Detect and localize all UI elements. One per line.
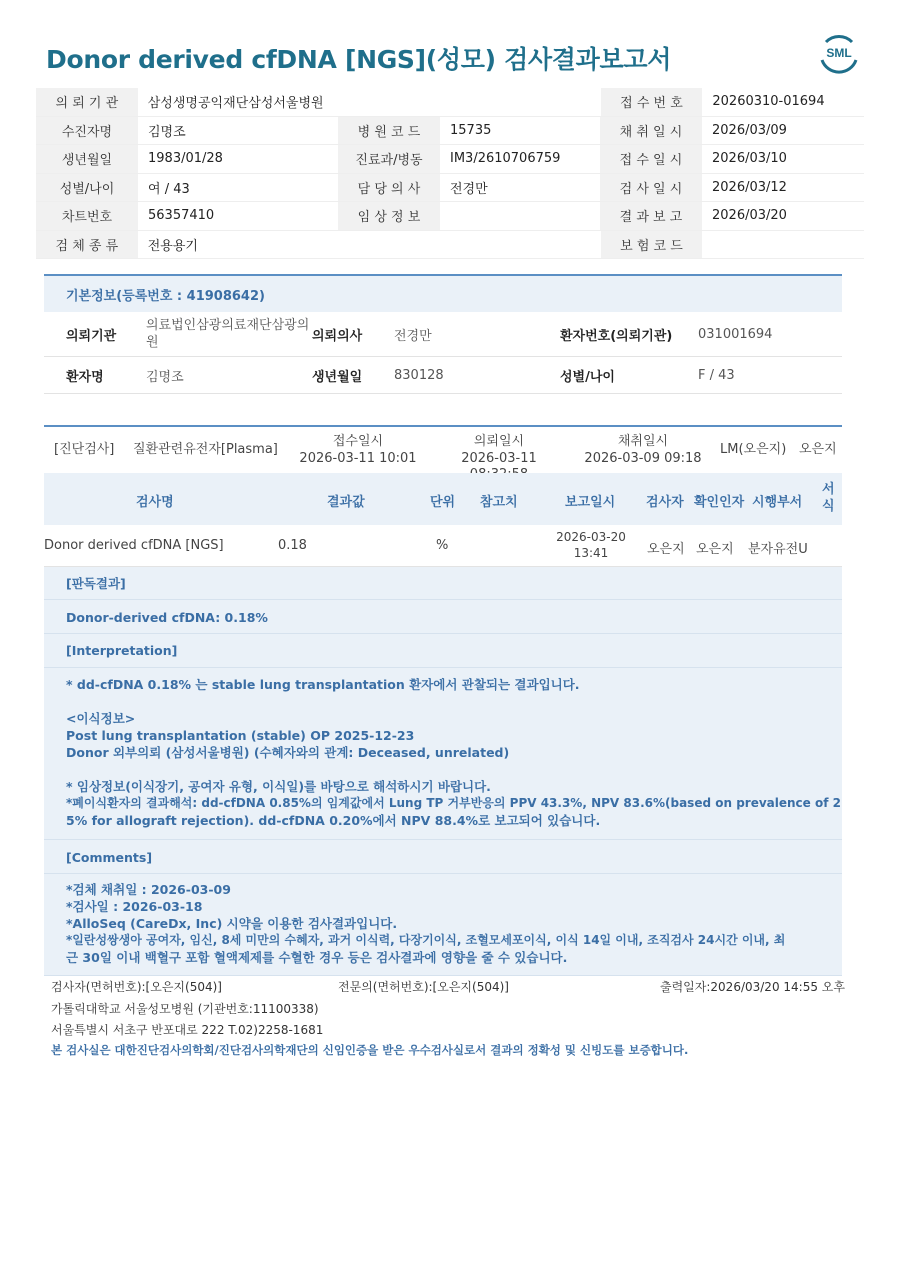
- header-value: 2026/03/09: [712, 122, 787, 138]
- footer-certification: 본 검사실은 대한진단검사의학회/진단검사의학재단의 신임인증을 받은 우수검사실로서 결과의 정확성 및 신빙도를 보증합니다.: [51, 1043, 689, 1057]
- interpretation-title-block: [44, 634, 842, 668]
- sex-age-value: F / 43: [698, 367, 735, 383]
- category-label: [진단검사]: [54, 442, 115, 457]
- row-examiner: 오은지: [647, 542, 685, 557]
- header-row: [36, 202, 864, 231]
- note-line: * 임상정보(이식장기, 공여자 유형, 이식일)를 바탕으로 해석하시기 바랍니다.: [66, 779, 491, 794]
- header-value: 56357410: [148, 208, 215, 224]
- header-label: 수진자명: [36, 117, 138, 145]
- row-confirmer: 오은지: [696, 542, 734, 557]
- req-doc-label: 의뢰의사: [312, 328, 363, 344]
- req-org-label: 의뢰기관: [66, 328, 117, 344]
- header-label: 병 원 코 드: [338, 117, 440, 145]
- collected-label: 채취일시: [617, 434, 669, 449]
- header-row: [36, 231, 864, 260]
- row-dept: 분자유전U: [748, 542, 808, 557]
- header-label: 결 과 보 고: [600, 202, 702, 230]
- requested-value: 2026-03-11: [461, 451, 537, 466]
- req-doc-value: 전경만: [394, 328, 432, 344]
- header-label: 성별/나이: [36, 174, 138, 202]
- collected-value: 2026-03-09 09:18: [584, 451, 702, 466]
- patient-no-value: 031001694: [698, 326, 773, 342]
- row-value: 0.18: [278, 538, 307, 553]
- result-section: [44, 425, 842, 976]
- note-line: 5% for allograft rejection). dd-cfDNA 0.20%에서 NPV 88.4%로 보고되어 있습니다.: [66, 813, 601, 828]
- header-value: 전용용기: [147, 238, 198, 254]
- interp-line: * dd-cfDNA 0.18% 는 stable lung transplantation 환자에서 관찰되는 결과입니다.: [66, 677, 580, 692]
- col-dept: 시행부서: [752, 495, 803, 510]
- judgement-value: Donor-derived cfDNA: 0.18%: [66, 610, 268, 625]
- header-value: IM3/2610706759: [450, 151, 561, 167]
- header-value: 20260310-01694: [712, 94, 825, 110]
- transplant-line: Donor 외부의뢰 (삼성서울병원) (수혜자와의 관계: Deceased, unrelated): [66, 745, 510, 760]
- header-value: 여 / 43: [148, 181, 190, 197]
- footer-hospital: 가톨릭대학교 서울성모병원 (기관번호:11100338): [51, 1002, 319, 1016]
- sex-age-label: 성별/나이: [560, 369, 615, 385]
- header-row: [36, 88, 864, 117]
- col-form: 서식: [822, 482, 835, 514]
- header-row: [36, 117, 864, 146]
- header-value: 2026/03/20: [712, 208, 787, 224]
- header-label: 보 험 코 드: [601, 231, 703, 259]
- footer-specialist: 전문의(면허번호):[오은지(504)]: [338, 980, 509, 994]
- header-value: 15735: [450, 122, 492, 138]
- row-report-time: 13:41: [573, 546, 609, 560]
- col-examiner: 검사자: [646, 495, 684, 510]
- header-label: 채 취 일 시: [600, 117, 702, 145]
- basic-info-row: [44, 357, 842, 394]
- header-label: 검 사 일 시: [600, 174, 702, 202]
- col-unit: 단위: [430, 495, 456, 510]
- judgement-title: [판독결과]: [66, 576, 126, 591]
- table-row: [44, 525, 842, 567]
- col-test: 검사명: [136, 495, 174, 510]
- note-line: *폐이식환자의 결과해석: dd-cfDNA 0.85%의 임계값에서 Lung TP 거부반응의 PPV 43.3%, NPV 83.6%(based on prevalence of 2: [66, 796, 841, 810]
- header-label: 접 수 번 호: [601, 88, 703, 116]
- basic-info-section: [44, 274, 842, 394]
- header-label: 임 상 정 보: [338, 202, 440, 230]
- patient-header-table: [36, 88, 864, 259]
- patient-name-label: 환자명: [66, 369, 104, 385]
- received-value: 2026-03-11 10:01: [299, 451, 417, 466]
- sml-logo: [816, 30, 862, 76]
- test-group: 질환관련유전자[Plasma]: [133, 442, 278, 457]
- header-row: [36, 174, 864, 203]
- header-label: 검 체 종 류: [36, 231, 138, 259]
- lm-name: 오은지: [799, 442, 837, 457]
- result-table-header: [44, 473, 842, 525]
- dob-value: 830128: [394, 367, 444, 383]
- judgement-value-block: [44, 600, 842, 634]
- header-label: 담 당 의 사: [338, 174, 440, 202]
- col-ref: 참고치: [480, 495, 518, 510]
- lm-label: LM(오은지): [720, 442, 787, 457]
- comment-line: *일란성쌍생아 공여자, 임신, 8세 미만의 수혜자, 과거 이식력, 다장기이식, 조혈모세포이식, 이식 14일 이내, 조직검사 24시간 이내, 최: [66, 933, 786, 947]
- header-label: 진료과/병동: [338, 145, 440, 173]
- header-label: 생년월일: [36, 145, 138, 173]
- comment-line: *AlloSeq (CareDx, Inc) 시약을 이용한 검사결과입니다.: [66, 916, 398, 931]
- interpretation-body: [44, 668, 842, 840]
- comment-line: *검사일 : 2026-03-18: [66, 899, 203, 914]
- header-row: [36, 145, 864, 174]
- header-label: 접 수 일 시: [600, 145, 702, 173]
- header-label: 의 뢰 기 관: [36, 88, 138, 116]
- header-value: 삼성생명공익재단삼성서울병원: [147, 96, 324, 112]
- interpretation-title: [Interpretation]: [66, 643, 178, 658]
- footer-examiner: 검사자(면허번호):[오은지(504)]: [51, 980, 222, 994]
- header-value: [440, 202, 600, 230]
- header-value: 1983/01/28: [148, 151, 223, 167]
- header-value: 전경만: [450, 181, 488, 197]
- basic-info-heading: 기본정보(등록번호 : 41908642): [44, 276, 842, 312]
- header-value: 2026/03/12: [712, 179, 787, 195]
- header-value: 2026/03/10: [712, 151, 787, 167]
- row-unit: %: [436, 538, 449, 553]
- col-report-date: 보고일시: [565, 495, 616, 510]
- footer-printed: 출력일자:2026/03/20 14:55 오후: [660, 980, 845, 994]
- comments-title: [Comments]: [66, 850, 153, 865]
- header-value: [702, 231, 864, 259]
- header-value: 김명조: [148, 124, 186, 140]
- comments-body: [44, 874, 842, 976]
- col-value: 결과값: [327, 495, 365, 510]
- judgement-title-block: [44, 567, 842, 600]
- header-label: 차트번호: [36, 202, 138, 230]
- report-title: Donor derived cfDNA [NGS](성모) 검사결과보고서: [46, 45, 672, 74]
- comments-title-block: [44, 840, 842, 874]
- patient-name-value: 김명조: [146, 369, 184, 385]
- logo-text: SML: [826, 46, 852, 60]
- patient-no-label: 환자번호(의뢰기관): [560, 328, 673, 344]
- received-label: 접수일시: [332, 434, 384, 449]
- basic-info-row: [44, 312, 842, 357]
- req-org-value: 의료법인삼광의료재단삼광의원: [146, 318, 310, 350]
- comment-line: *검체 채취일 : 2026-03-09: [66, 882, 231, 897]
- row-report-date: 2026-03-20: [556, 530, 626, 544]
- transplant-title: <이식정보>: [66, 711, 136, 726]
- col-confirmer: 확인인자: [694, 495, 745, 510]
- footer-address: 서울특별시 서초구 반포대로 222 T.02)2258-1681: [51, 1023, 324, 1037]
- dob-label: 생년월일: [312, 369, 363, 385]
- transplant-line: Post lung transplantation (stable) OP 2025-12-23: [66, 728, 415, 743]
- requested-label: 의뢰일시: [473, 434, 525, 449]
- result-summary-bar: [44, 427, 842, 473]
- row-test: Donor derived cfDNA [NGS]: [44, 538, 224, 553]
- comment-line: 근 30일 이내 백혈구 포함 혈액제제를 수혈한 경우 등은 검사결과에 영향을 줄 수 있습니다.: [66, 950, 568, 965]
